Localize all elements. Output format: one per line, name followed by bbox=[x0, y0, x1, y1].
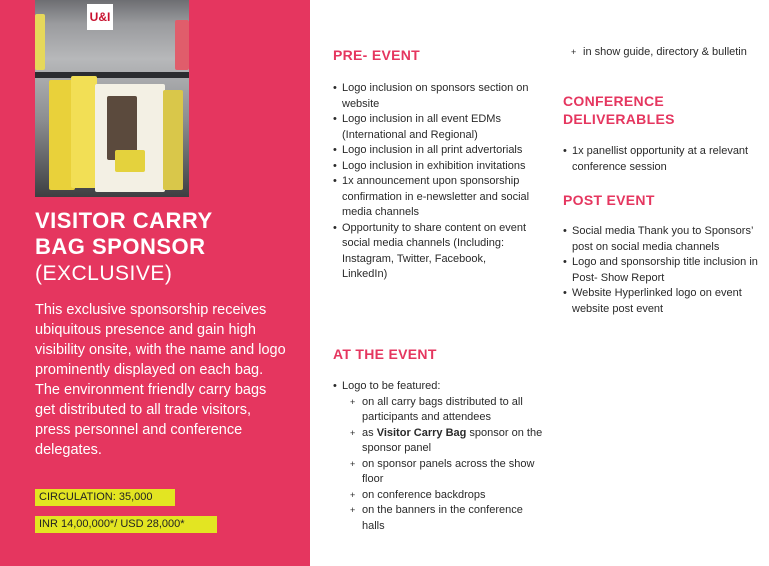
list-item: • Logo inclusion in all event EDMs (International and Regional) bbox=[333, 113, 501, 141]
left-panel bbox=[0, 0, 310, 566]
at-event-sublist bbox=[342, 395, 543, 535]
sub-list-item: + as Visitor Carry Bag sponsor on the sponsor panel bbox=[350, 426, 543, 454]
conference-list bbox=[563, 144, 753, 175]
list-item: • Logo to be featured: + on all carry bags distributed to all participants and attendees + as Visitor Carry Bag sponsor on the sponsor panel + on sponsor panels across the show floor + on conference backdrops + on the banners in the conference halls bbox=[333, 379, 543, 534]
sub-list-item: + on all carry bags distributed to all participants and attendees bbox=[350, 395, 523, 423]
at-event-heading: AT THE EVENT bbox=[333, 346, 437, 362]
sub-list-item: + on conference backdrops bbox=[350, 488, 486, 501]
post-event-list bbox=[563, 224, 758, 317]
bag-image bbox=[35, 14, 45, 70]
sub-list-item: + on the banners in the conference halls bbox=[350, 504, 523, 532]
sub-list-item: + in show guide, directory & bulletin bbox=[571, 46, 747, 58]
list-item: • Logo inclusion on sponsors section on website bbox=[333, 82, 529, 110]
carry-bags-photo bbox=[35, 0, 189, 197]
bag-image bbox=[175, 20, 189, 70]
list-item: • Opportunity to share content on event social media channels (Including: Instagram, Twitter, Facebook, LinkedIn) bbox=[333, 221, 527, 280]
circulation-badge: CIRCULATION: 35,000 bbox=[35, 489, 175, 506]
bag-image bbox=[163, 90, 183, 190]
bag-image bbox=[71, 76, 97, 188]
list-item: • 1x announcement upon sponsorship confirmation in e-newsletter and social media channels bbox=[333, 175, 530, 218]
list-item: • Website Hyperlinked logo on event website post event bbox=[563, 287, 742, 315]
list-item: • 1x panellist opportunity at a relevant conference session bbox=[563, 145, 749, 173]
shelf bbox=[35, 72, 189, 78]
page-title: VISITOR CARRY BAG SPONSOR bbox=[35, 208, 213, 259]
description: This exclusive sponsorship receives ubiquitous presence and gain high visibility onsite, with the name and logo prominently displayed on each bag. The environment friendly carry bags get distributed to all trade visitors, press personnel and conference delegates. bbox=[35, 302, 286, 458]
conference-heading: CONFERENCE DELIVERABLES bbox=[563, 93, 675, 127]
price-badge: INR 14,00,000*/ USD 28,000* bbox=[35, 516, 217, 533]
list-item: • Social media Thank you to Sponsors’ post on social media channels bbox=[563, 225, 753, 253]
list-item: • Logo and sponsorship title inclusion in Post- Show Report bbox=[563, 256, 758, 284]
sub-list-item: + on sponsor panels across the show floor bbox=[350, 457, 535, 485]
post-event-heading: POST EVENT bbox=[563, 192, 655, 208]
title-qualifier: (EXCLUSIVE) bbox=[35, 262, 173, 285]
list-item: • Logo inclusion in all print advertorials bbox=[333, 144, 523, 156]
pre-event-list bbox=[333, 81, 533, 283]
pre-event-heading: PRE- EVENT bbox=[333, 47, 421, 63]
at-event-list bbox=[333, 379, 543, 534]
bag-badge bbox=[115, 150, 145, 172]
continued-list bbox=[563, 45, 753, 61]
brand-logo: U&I bbox=[87, 4, 113, 30]
list-item: • Logo inclusion in exhibition invitations bbox=[333, 159, 526, 172]
